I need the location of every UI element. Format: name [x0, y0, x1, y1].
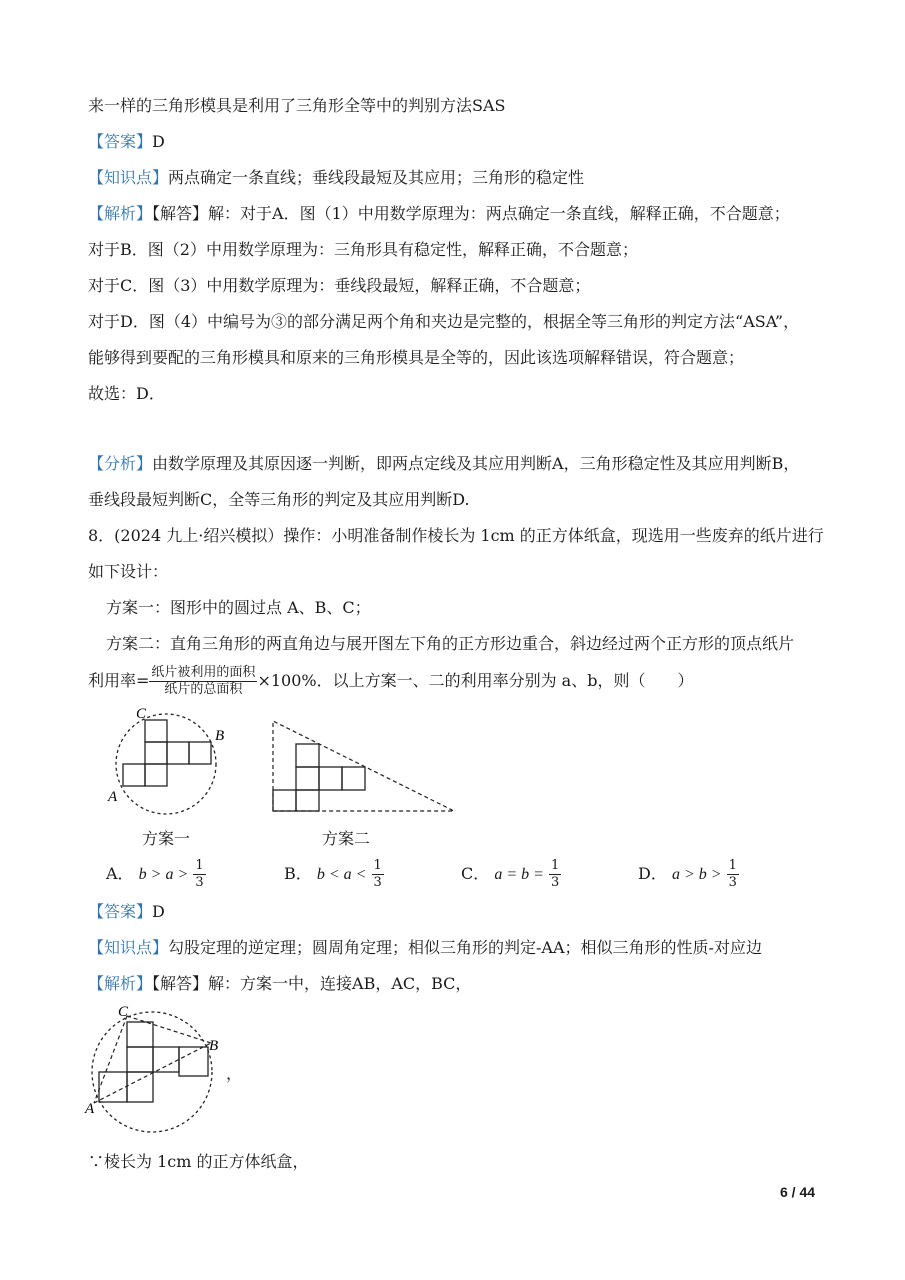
analysis-text: 由数学原理及其原因逐一判断，即两点定线及其应用判断A，三角形稳定性及其应用判断B，: [152, 454, 800, 473]
solution-line: [88, 974, 471, 994]
label-a: A: [85, 1101, 95, 1117]
page-number: 6 / 44: [780, 1184, 816, 1200]
fraction-numerator: 1: [551, 858, 560, 873]
option-d-label: D．: [638, 864, 667, 883]
option-c: [461, 858, 561, 891]
text-line: 垂线段最短判断C，全等三角形的判定及其应用判断D.: [88, 490, 470, 509]
plan-two-figure: [268, 718, 460, 816]
label-c: C: [136, 706, 147, 722]
label-a: A: [108, 789, 118, 805]
plan-one-net: [123, 720, 211, 786]
plan-one-caption: 方案一: [142, 829, 191, 848]
rate-denominator: 纸片的总面积: [164, 682, 243, 697]
fraction-denominator: 3: [551, 875, 560, 890]
text-line: 故选：D．: [88, 384, 165, 403]
knowledge-text: 勾股定理的逆定理；圆周角定理；相似三角形的判定-AA；相似三角形的性质-对应边: [168, 938, 762, 957]
solution-tag: 【解析】: [88, 974, 153, 993]
text-line: 来一样的三角形模具是利用了三角形全等中的判别方法SAS: [88, 96, 506, 115]
fraction-denominator: 3: [373, 875, 382, 890]
text-line: 如下设计：: [88, 562, 169, 581]
knowledge-line: [88, 938, 762, 958]
option-b-label: B．: [284, 864, 312, 883]
analysis-line: [88, 454, 799, 474]
rate-prefix: 利用率=: [88, 671, 150, 690]
answer-line: [88, 902, 165, 922]
text-line: 对于B．图（2）中用数学原理为：三角形具有稳定性，解释正确，不合题意；: [88, 240, 638, 259]
solution-tag: 【解析】: [88, 204, 153, 223]
option-a: [106, 858, 206, 891]
option-d-expr: a > b >: [671, 866, 722, 883]
knowledge-text: 两点确定一条直线；垂线段最短及其应用；三角形的稳定性: [168, 168, 585, 187]
rate-numerator: 纸片被利用的面积: [151, 665, 256, 680]
knowledge-tag: 【知识点】: [88, 938, 169, 957]
question-8-line: 8．(2024 九上·绍兴模拟）操作：小明准备制作棱长为 1cm 的正方体纸盒，现选用一些废弃的纸片进行: [88, 526, 824, 545]
option-b-fraction: [372, 858, 384, 891]
plan-two-caption: 方案二: [322, 829, 371, 848]
fraction-denominator: 3: [728, 875, 737, 890]
rate-suffix: ×100%．以上方案一、二的利用率分别为 a、b，则（ ）: [257, 671, 694, 690]
rate-fraction: [149, 665, 257, 698]
plan-two-net: [273, 744, 365, 811]
text-line: 对于C．图（3）中用数学原理为：垂线段最短，解释正确，不合题意；: [88, 276, 591, 295]
answer-tag: 【答案】: [88, 132, 153, 151]
solution-figure: [82, 1000, 232, 1135]
text-line: 能够得到要配的三角形模具和原来的三角形模具是全等的，因此该选项解释错误，符合题意；: [88, 348, 745, 367]
rate-formula-line: [88, 664, 693, 698]
knowledge-line: [88, 168, 584, 188]
option-a-label: A．: [106, 864, 134, 883]
answer-value: D: [152, 902, 165, 921]
plan-one-text: 方案一：图形中的圆过点 A、B、C；: [106, 598, 371, 617]
analysis-tag: 【分析】: [88, 454, 153, 473]
plan-two-triangle: [273, 721, 454, 811]
fraction-numerator: 1: [373, 858, 382, 873]
plan-one-figure: [100, 700, 235, 825]
option-a-fraction: [193, 858, 205, 891]
fraction-denominator: 3: [195, 875, 204, 890]
solution-text: 【解答】解：方案一中，连接AB，AC，BC，: [152, 974, 472, 993]
answer-value: D: [152, 132, 165, 151]
text-line: 对于D．图（4）中编号为③的部分满足两个角和夹边是完整的，根据全等三角形的判定方法“ASA”，: [88, 312, 800, 331]
solution-net: [99, 1022, 208, 1102]
solution-text: 【解答】解：对于A．图（1）中用数学原理为：两点确定一条直线，解释正确，不合题意；: [152, 204, 790, 223]
comma-text: ，: [226, 1064, 243, 1083]
option-d: [638, 858, 739, 891]
option-b: [284, 858, 384, 891]
answer-line: [88, 132, 165, 152]
knowledge-tag: 【知识点】: [88, 168, 169, 187]
option-b-expr: b < a <: [316, 866, 367, 883]
plan-two-text: 方案二：直角三角形的两直角边与展开图左下角的正方形边重合，斜边经过两个正方形的顶点纸片: [106, 634, 795, 653]
label-b: B: [215, 728, 225, 744]
fraction-numerator: 1: [195, 858, 204, 873]
label-c: C: [118, 1004, 129, 1020]
label-b: B: [209, 1038, 219, 1054]
option-c-fraction: [549, 858, 561, 891]
solution-line: [88, 204, 790, 224]
option-d-fraction: [727, 858, 739, 891]
answer-tag: 【答案】: [88, 902, 153, 921]
option-c-label: C．: [461, 864, 490, 883]
option-c-expr: a = b =: [494, 866, 544, 883]
fraction-numerator: 1: [728, 858, 737, 873]
option-a-expr: b > a >: [138, 866, 189, 883]
text-line: ∵棱长为 1cm 的正方体纸盒，: [88, 1152, 309, 1171]
